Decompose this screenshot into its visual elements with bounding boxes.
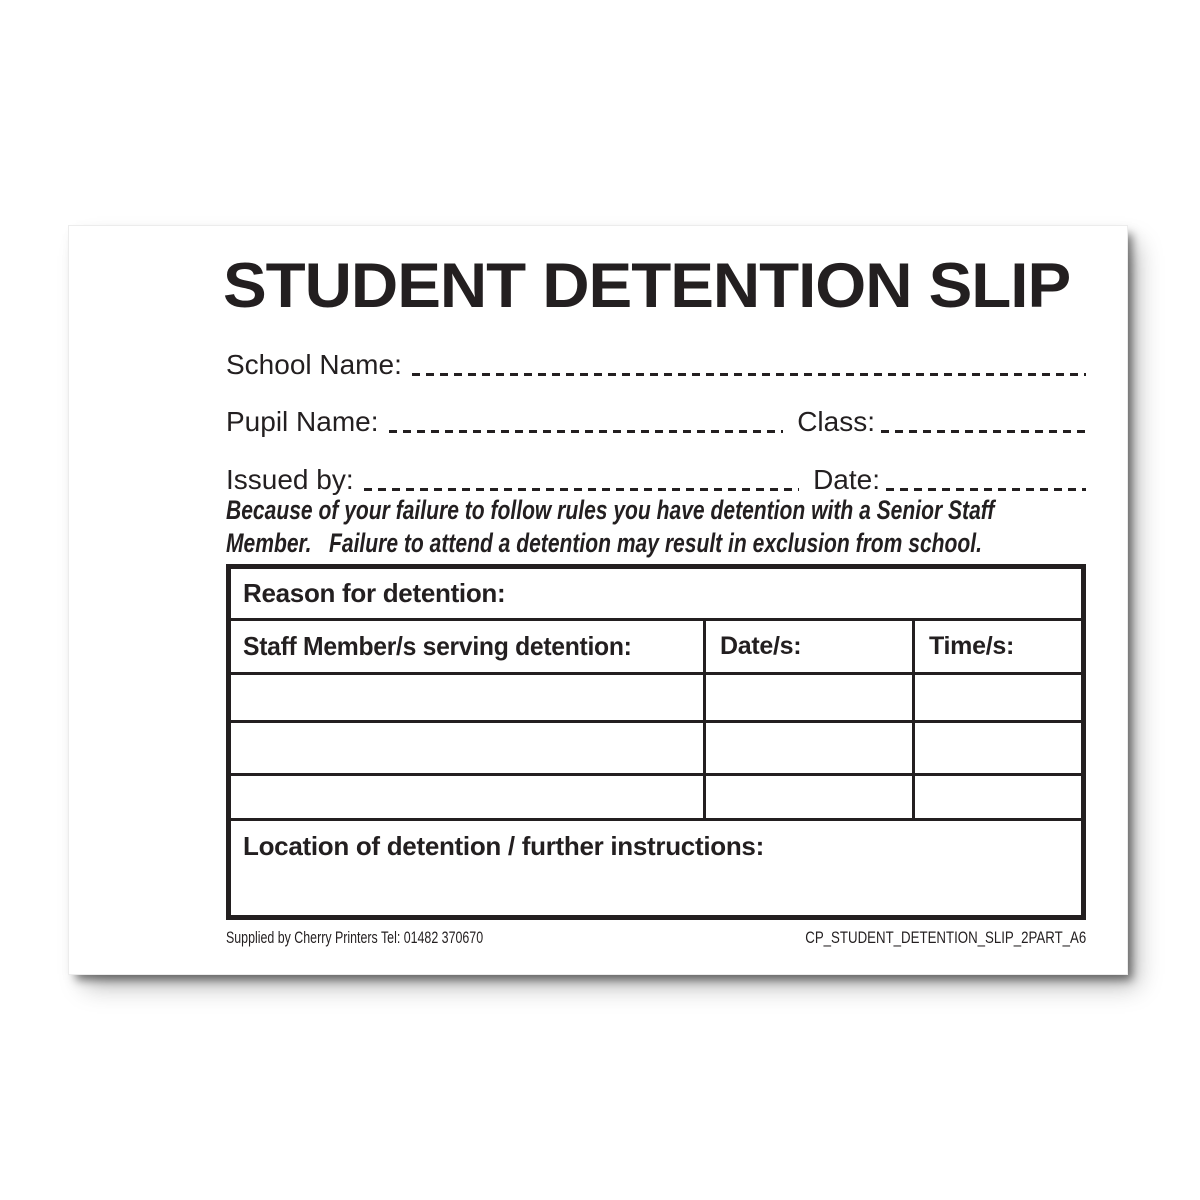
pupil-name-write-line — [389, 430, 784, 433]
school-name-label: School Name: — [226, 349, 402, 380]
date-entry-cell — [703, 776, 912, 818]
pupil-name-label: Pupil Name: — [226, 406, 379, 437]
notice-line-1: Because of your failure to follow rules you have detention with a Senior Staff — [226, 495, 995, 525]
supplier-text: Supplied by Cherry Printers Tel: 01482 370670 — [226, 928, 484, 947]
times-column-header: Time/s: — [912, 621, 1081, 672]
detention-slip-sheet — [68, 225, 1128, 975]
reason-row — [231, 569, 1081, 618]
reference-code: CP_STUDENT_DETENTION_SLIP_2PART_A6 — [804, 928, 1086, 947]
staff-entry-cell — [231, 675, 703, 720]
slip-content — [223, 226, 1086, 974]
school-name-write-line — [412, 373, 1086, 376]
date-entry-cell — [703, 723, 912, 773]
location-row — [231, 818, 1081, 915]
slip-footer — [226, 927, 1086, 948]
date-entry-cell — [703, 675, 912, 720]
date-write-line — [886, 488, 1086, 491]
issued-by-write-line — [364, 488, 799, 491]
table-row — [231, 773, 1081, 818]
class-label: Class: — [797, 406, 875, 437]
school-name-row — [226, 348, 1086, 382]
date-label: Date: — [813, 464, 880, 495]
reason-label: Reason for detention: — [243, 578, 506, 608]
staff-entry-cell — [231, 776, 703, 818]
table-row — [231, 720, 1081, 773]
notice-line-2: Member. Failure to attend a detention may result in exclusion from school. — [226, 528, 982, 558]
class-write-line — [881, 430, 1086, 433]
detention-table — [226, 564, 1086, 920]
detention-notice — [226, 494, 1086, 560]
dates-column-header: Date/s: — [703, 621, 912, 672]
location-label: Location of detention / further instructions: — [243, 831, 764, 861]
issued-by-label: Issued by: — [226, 464, 354, 495]
issued-by-row — [226, 463, 1086, 497]
time-entry-cell — [912, 776, 1081, 818]
table-row — [231, 672, 1081, 720]
time-entry-cell — [912, 675, 1081, 720]
time-entry-cell — [912, 723, 1081, 773]
staff-column-header: Staff Member/s serving detention: — [243, 631, 632, 661]
slip-title: STUDENT DETENTION SLIP — [223, 251, 1071, 321]
pupil-name-row — [226, 405, 1086, 439]
staff-entry-cell — [231, 723, 703, 773]
table-header-row — [231, 618, 1081, 672]
